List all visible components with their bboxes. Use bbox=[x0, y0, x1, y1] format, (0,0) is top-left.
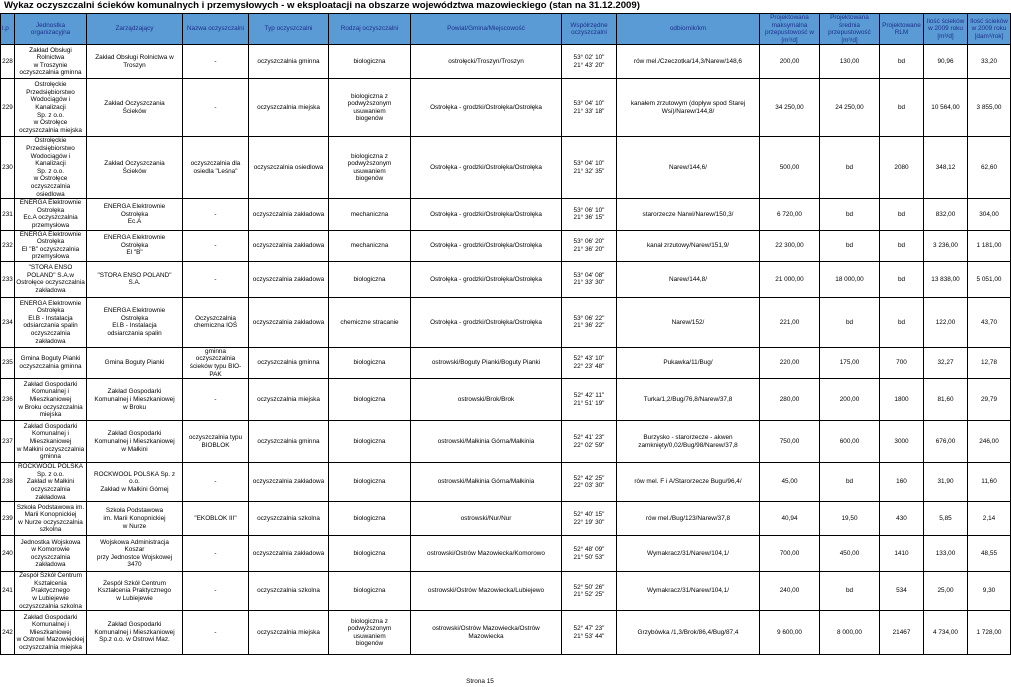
cell-nazwa: - bbox=[183, 379, 249, 421]
cell-lp: 235 bbox=[1, 347, 15, 378]
cell-typ: oczyszczalnia miejska bbox=[249, 379, 329, 421]
cell-wspolrzedne: 52° 50' 26" 21° 52' 25" bbox=[562, 572, 617, 611]
cell-lp: 239 bbox=[1, 502, 15, 536]
cell-odbiornik: Narew/152/ bbox=[617, 297, 760, 347]
cell-jednostka: Zakład Gospodarki Komunalnej i Mieszkaniowej w Broku oczyszczalnia miejska bbox=[15, 379, 87, 421]
plants-table bbox=[0, 13, 1011, 655]
cell-odbiornik: Burzysko - starorzecze - akwen zamknięty/0,02/Bug/98/Narew/37,8 bbox=[617, 421, 760, 463]
cell-jednostka: Szkoła Podstawowa im. Marii Konopnickiej w Nurze oczyszczalnia szkolna bbox=[15, 502, 87, 536]
table-row bbox=[1, 611, 1011, 655]
cell-rodzaj: biologiczna bbox=[329, 261, 411, 297]
table-row bbox=[1, 379, 1011, 421]
header-row bbox=[1, 14, 1011, 45]
cell-srednia: bd bbox=[820, 463, 880, 502]
cell-rodzaj: biologiczna bbox=[329, 421, 411, 463]
cell-sciekow-m3: 4 734,00 bbox=[924, 611, 968, 655]
cell-zarzadzajacy: Zakład Obsługi Rolnictwa w Troszyn bbox=[87, 45, 183, 79]
cell-jednostka: "STORA ENSO POLAND" S.A.w Ostrołęce oczyszczalnia zakładowa bbox=[15, 261, 87, 297]
cell-powiat: ostrowski/Nur/Nur bbox=[411, 502, 562, 536]
cell-lp: 229 bbox=[1, 79, 15, 137]
cell-rlm: 21467 bbox=[880, 611, 924, 655]
cell-powiat: ostrowski/Ostrów Mazowiecka/Ostrów Mazowiecka bbox=[411, 611, 562, 655]
cell-lp: 238 bbox=[1, 463, 15, 502]
cell-wspolrzedne: 52° 42' 11" 21° 51' 19" bbox=[562, 379, 617, 421]
cell-powiat: Ostrołęka - grodzki/Ostrołęka/Ostrołęka bbox=[411, 199, 562, 230]
cell-odbiornik: Pukawka/11/Bug/ bbox=[617, 347, 760, 378]
cell-typ: oczyszczalnia szkolna bbox=[249, 502, 329, 536]
cell-sciekow-dam3: 9,30 bbox=[968, 572, 1011, 611]
cell-rodzaj: biologiczna bbox=[329, 379, 411, 421]
cell-max: 21 000,00 bbox=[760, 261, 820, 297]
cell-srednia: 18 000,00 bbox=[820, 261, 880, 297]
cell-sciekow-m3: 832,00 bbox=[924, 199, 968, 230]
cell-powiat: ostrowski/Ostrów Mazowiecka/Komorowo bbox=[411, 536, 562, 572]
cell-zarzadzajacy: Zakład Oczyszczania Ścieków bbox=[87, 79, 183, 137]
col-sciekow-dam3: Ilość ścieków w 2009 roku [dam³/rok] bbox=[968, 14, 1011, 45]
cell-wspolrzedne: 53° 02' 10" 21° 43' 20" bbox=[562, 45, 617, 79]
cell-rodzaj: biologiczna z podwyższonym usuwaniem biogenów bbox=[329, 611, 411, 655]
cell-odbiornik: Turka/1,2/Bug/76,8/Narew/37,8 bbox=[617, 379, 760, 421]
cell-jednostka: ENERGA Elektrownie Ostrołęka El "B" oczyszczalnia przemysłowa bbox=[15, 230, 87, 261]
cell-nazwa: - bbox=[183, 199, 249, 230]
document-title: Wykaz oczyszczalni ścieków komunalnych i przemysłowych - w eksploatacji na obszarze województwa mazowieckiego (stan na 31.12.2009) bbox=[4, 0, 640, 11]
cell-wspolrzedne: 53° 04' 10" 21° 32' 35" bbox=[562, 137, 617, 199]
cell-nazwa: - bbox=[183, 572, 249, 611]
cell-rlm: bd bbox=[880, 297, 924, 347]
cell-odbiornik: rów mel./Czeczotka/14,3/Narew/148,6 bbox=[617, 45, 760, 79]
cell-sciekow-dam3: 5 051,00 bbox=[968, 261, 1011, 297]
cell-typ: oczyszczalnia miejska bbox=[249, 611, 329, 655]
cell-zarzadzajacy: Zakład Gospodarki Komunalnej i Mieszkaniowej Sp.z o.o. w Ostrowi Maz. bbox=[87, 611, 183, 655]
cell-sciekow-dam3: 1 181,00 bbox=[968, 230, 1011, 261]
cell-nazwa: oczyszczalnia typu BIOBLOK bbox=[183, 421, 249, 463]
cell-odbiornik: starorzecze Narwi/Narew/150,3/ bbox=[617, 199, 760, 230]
cell-nazwa: - bbox=[183, 45, 249, 79]
col-jednostka: Jednostka organizacyjna bbox=[15, 14, 87, 45]
cell-wspolrzedne: 52° 47' 23" 21° 53' 44" bbox=[562, 611, 617, 655]
cell-rodzaj: mechaniczna bbox=[329, 199, 411, 230]
table-row bbox=[1, 230, 1011, 261]
cell-nazwa: - bbox=[183, 536, 249, 572]
cell-rodzaj: biologiczna bbox=[329, 572, 411, 611]
cell-typ: oczyszczalnia gminna bbox=[249, 421, 329, 463]
page-number: Strona 15 bbox=[466, 678, 494, 685]
cell-powiat: Ostrołęka - grodzki/Ostrołęka/Ostrołęka bbox=[411, 261, 562, 297]
cell-srednia: bd bbox=[820, 297, 880, 347]
col-typ: Typ oczyszczalni bbox=[249, 14, 329, 45]
cell-nazwa: "EKOBLOK III" bbox=[183, 502, 249, 536]
cell-jednostka: Zakład Gospodarki Komunalnej i Mieszkaniowej w Małkini oczyszczalnia gminna bbox=[15, 421, 87, 463]
cell-nazwa: - bbox=[183, 463, 249, 502]
cell-jednostka: Ostrołęckie Przedsiębiorstwo Wodociągów i Kanalizacji Sp. z o.o. w Ostrołęce oczyszczalnia osiedlowa bbox=[15, 137, 87, 199]
table-row bbox=[1, 199, 1011, 230]
col-nazwa: Nazwa oczyszczalni bbox=[183, 14, 249, 45]
cell-lp: 236 bbox=[1, 379, 15, 421]
cell-wspolrzedne: 52° 42' 25" 22° 03' 30" bbox=[562, 463, 617, 502]
cell-powiat: Ostrołęka - grodzki/Ostrołęka/Ostrołęka bbox=[411, 297, 562, 347]
cell-powiat: ostrowski/Małkinia Górna/Małkinia bbox=[411, 463, 562, 502]
col-wspolrzedne: Współrzędne oczyszczalni bbox=[562, 14, 617, 45]
cell-lp: 234 bbox=[1, 297, 15, 347]
cell-srednia: 200,00 bbox=[820, 379, 880, 421]
cell-odbiornik: Narew/144,8/ bbox=[617, 261, 760, 297]
table-row bbox=[1, 261, 1011, 297]
cell-srednia: 19,50 bbox=[820, 502, 880, 536]
cell-sciekow-dam3: 3 855,00 bbox=[968, 79, 1011, 137]
cell-sciekow-m3: 133,00 bbox=[924, 536, 968, 572]
col-max: Projektowana maksymalna przepustowość w [m³/d] bbox=[760, 14, 820, 45]
table-row bbox=[1, 347, 1011, 378]
cell-sciekow-m3: 25,00 bbox=[924, 572, 968, 611]
cell-wspolrzedne: 53° 06' 10" 21° 36' 15" bbox=[562, 199, 617, 230]
cell-sciekow-m3: 5,85 bbox=[924, 502, 968, 536]
cell-sciekow-dam3: 304,00 bbox=[968, 199, 1011, 230]
cell-max: 280,00 bbox=[760, 379, 820, 421]
cell-odbiornik: kanałem zrzutowym (dopływ spod Starej Wsi)/Narew/144,8/ bbox=[617, 79, 760, 137]
cell-typ: oczyszczalnia szkolna bbox=[249, 572, 329, 611]
col-rlm: Projektowane RLM bbox=[880, 14, 924, 45]
cell-lp: 240 bbox=[1, 536, 15, 572]
cell-zarzadzajacy: Szkoła Podstawowa im. Marii Konopnickiej w Nurze bbox=[87, 502, 183, 536]
cell-wspolrzedne: 53° 04' 10" 21° 33' 18" bbox=[562, 79, 617, 137]
cell-jednostka: ENERGA Elektrownie Ostrołęka Ec.A oczyszczalnia przemysłowa bbox=[15, 199, 87, 230]
col-lp: l.p bbox=[1, 14, 15, 45]
cell-powiat: Ostrołęka - grodzki/Ostrołęka/Ostrołęka bbox=[411, 137, 562, 199]
cell-max: 34 250,00 bbox=[760, 79, 820, 137]
cell-sciekow-m3: 3 236,00 bbox=[924, 230, 968, 261]
table-row bbox=[1, 421, 1011, 463]
cell-sciekow-m3: 10 564,00 bbox=[924, 79, 968, 137]
table-row bbox=[1, 572, 1011, 611]
cell-rlm: 160 bbox=[880, 463, 924, 502]
cell-sciekow-dam3: 33,20 bbox=[968, 45, 1011, 79]
cell-max: 40,94 bbox=[760, 502, 820, 536]
cell-sciekow-m3: 13 838,00 bbox=[924, 261, 968, 297]
cell-nazwa: - bbox=[183, 79, 249, 137]
cell-zarzadzajacy: ENERGA Elektrownie Ostrołęka El.B - Instalacja odsiarczania spalin bbox=[87, 297, 183, 347]
cell-zarzadzajacy: ENERGA Elektrownie Ostrołęka El "B" bbox=[87, 230, 183, 261]
cell-lp: 241 bbox=[1, 572, 15, 611]
cell-rodzaj: mechaniczna bbox=[329, 230, 411, 261]
cell-rodzaj: biologiczna bbox=[329, 536, 411, 572]
col-zarzadzajacy: Zarządzający bbox=[87, 14, 183, 45]
cell-sciekow-m3: 676,00 bbox=[924, 421, 968, 463]
cell-max: 750,00 bbox=[760, 421, 820, 463]
cell-max: 700,00 bbox=[760, 536, 820, 572]
cell-rodzaj: biologiczna z podwyższonym usuwaniem biogenów bbox=[329, 79, 411, 137]
cell-sciekow-dam3: 29,79 bbox=[968, 379, 1011, 421]
cell-nazwa: Oczyszczalnia chemiczna IOŚ bbox=[183, 297, 249, 347]
cell-wspolrzedne: 53° 06' 22" 21° 36' 22" bbox=[562, 297, 617, 347]
cell-srednia: 130,00 bbox=[820, 45, 880, 79]
cell-max: 220,00 bbox=[760, 347, 820, 378]
cell-rlm: bd bbox=[880, 261, 924, 297]
cell-wspolrzedne: 53° 06' 20" 21° 36' 20" bbox=[562, 230, 617, 261]
col-rodzaj: Rodzaj oczyszczalni bbox=[329, 14, 411, 45]
cell-nazwa: - bbox=[183, 611, 249, 655]
cell-jednostka: Jednostka Wojskowa w Komorowie oczyszczalnia zakładowa bbox=[15, 536, 87, 572]
cell-lp: 231 bbox=[1, 199, 15, 230]
cell-typ: oczyszczalnia zakładowa bbox=[249, 297, 329, 347]
cell-sciekow-m3: 348,12 bbox=[924, 137, 968, 199]
cell-srednia: bd bbox=[820, 137, 880, 199]
cell-jednostka: Zakład Gospodarki Komunalnej i Mieszkaniowej w Ostrowi Mazowieckiej oczyszczalnia miejska bbox=[15, 611, 87, 655]
cell-typ: oczyszczalnia zakładowa bbox=[249, 230, 329, 261]
cell-wspolrzedne: 52° 48' 09" 21° 50' 53" bbox=[562, 536, 617, 572]
cell-sciekow-dam3: 11,60 bbox=[968, 463, 1011, 502]
table-row bbox=[1, 297, 1011, 347]
cell-sciekow-m3: 32,27 bbox=[924, 347, 968, 378]
cell-rodzaj: biologiczna z podwyższonym usuwaniem biogenów bbox=[329, 137, 411, 199]
cell-sciekow-dam3: 1 728,00 bbox=[968, 611, 1011, 655]
cell-jednostka: ENERGA Elektrownie Ostrołęka El.B - Instalacja odsiarczania spalin oczyszczalnia zakładowa bbox=[15, 297, 87, 347]
cell-jednostka: Zakład Obsługi Rolnictwa w Troszynie oczyszczalnia gminna bbox=[15, 45, 87, 79]
table-row bbox=[1, 463, 1011, 502]
cell-rlm: 430 bbox=[880, 502, 924, 536]
cell-wspolrzedne: 52° 40' 15" 22° 19' 30" bbox=[562, 502, 617, 536]
cell-zarzadzajacy: ROCKWOOL POLSKA Sp. z o.o. Zakład w Małkini Górnej bbox=[87, 463, 183, 502]
cell-powiat: ostrowski/Małkinia Górna/Małkinia bbox=[411, 421, 562, 463]
cell-nazwa: - bbox=[183, 261, 249, 297]
cell-sciekow-dam3: 12,78 bbox=[968, 347, 1011, 378]
cell-rlm: 1410 bbox=[880, 536, 924, 572]
cell-odbiornik: Wymakracz/31/Narew/104,1/ bbox=[617, 572, 760, 611]
cell-typ: oczyszczalnia zakładowa bbox=[249, 261, 329, 297]
cell-odbiornik: Grzybówka /1,3/Brok/86,4/Bug/87,4 bbox=[617, 611, 760, 655]
cell-srednia: 175,00 bbox=[820, 347, 880, 378]
cell-wspolrzedne: 52° 43' 10" 22° 23' 48" bbox=[562, 347, 617, 378]
cell-rlm: bd bbox=[880, 45, 924, 79]
cell-rlm: bd bbox=[880, 230, 924, 261]
cell-powiat: ostrołęcki/Troszyn/Troszyn bbox=[411, 45, 562, 79]
table-row bbox=[1, 502, 1011, 536]
cell-srednia: bd bbox=[820, 572, 880, 611]
cell-typ: oczyszczalnia zakładowa bbox=[249, 536, 329, 572]
cell-jednostka: Ostrołęckie Przedsiębiorstwo Wodociągów i Kanalizacji Sp. z o.o. w Ostrołęce oczyszczalnia miejska bbox=[15, 79, 87, 137]
cell-zarzadzajacy: Zakład Gospodarki Komunalnej i Mieszkaniowej w Małkini bbox=[87, 421, 183, 463]
cell-nazwa: gminna oczyszczalnia ścieków typu BIO- PAK bbox=[183, 347, 249, 378]
cell-rodzaj: biologiczna bbox=[329, 347, 411, 378]
table-row bbox=[1, 536, 1011, 572]
cell-rlm: 534 bbox=[880, 572, 924, 611]
cell-srednia: 600,00 bbox=[820, 421, 880, 463]
cell-sciekow-dam3: 2,14 bbox=[968, 502, 1011, 536]
cell-lp: 228 bbox=[1, 45, 15, 79]
cell-sciekow-m3: 31,90 bbox=[924, 463, 968, 502]
cell-wspolrzedne: 52° 41' 23" 22° 02' 59" bbox=[562, 421, 617, 463]
cell-typ: oczyszczalnia zakładowa bbox=[249, 463, 329, 502]
cell-jednostka: Zespół Szkół Centrum Kształcenia Praktycznego w Lubiejewie oczyszczalnia szkolna bbox=[15, 572, 87, 611]
cell-rodzaj: chemiczne stracanie bbox=[329, 297, 411, 347]
cell-sciekow-m3: 122,00 bbox=[924, 297, 968, 347]
cell-powiat: ostrowski/Boguty Pianki/Boguty Pianki bbox=[411, 347, 562, 378]
cell-max: 6 720,00 bbox=[760, 199, 820, 230]
cell-sciekow-dam3: 246,00 bbox=[968, 421, 1011, 463]
cell-nazwa: - bbox=[183, 230, 249, 261]
cell-zarzadzajacy: ENERGA Elektrownie Ostrołęka Ec.A bbox=[87, 199, 183, 230]
col-srednia: Projektowana średnia przepustowość [m³/d] bbox=[820, 14, 880, 45]
cell-sciekow-dam3: 48,55 bbox=[968, 536, 1011, 572]
cell-srednia: bd bbox=[820, 199, 880, 230]
cell-odbiornik: Narew/144,6/ bbox=[617, 137, 760, 199]
cell-lp: 233 bbox=[1, 261, 15, 297]
cell-rodzaj: biologiczna bbox=[329, 463, 411, 502]
cell-rlm: 1800 bbox=[880, 379, 924, 421]
cell-lp: 242 bbox=[1, 611, 15, 655]
table-row bbox=[1, 45, 1011, 79]
cell-zarzadzajacy: Zakład Gospodarki Komunalnej i Mieszkaniowej w Broku bbox=[87, 379, 183, 421]
cell-odbiornik: Wymakracz/31/Narew/104,1/ bbox=[617, 536, 760, 572]
cell-powiat: ostrowski/Brok/Brok bbox=[411, 379, 562, 421]
cell-powiat: Ostrołęka - grodzki/Ostrołęka/Ostrołęka bbox=[411, 79, 562, 137]
cell-sciekow-m3: 81,60 bbox=[924, 379, 968, 421]
table-row bbox=[1, 137, 1011, 199]
cell-zarzadzajacy: Zakład Oczyszczania Ścieków bbox=[87, 137, 183, 199]
cell-srednia: 450,00 bbox=[820, 536, 880, 572]
cell-typ: oczyszczalnia gminna bbox=[249, 347, 329, 378]
cell-zarzadzajacy: Zespół Szkół Centrum Kształcenia Praktycznego w Lubiejewie bbox=[87, 572, 183, 611]
cell-rlm: 3000 bbox=[880, 421, 924, 463]
cell-max: 240,00 bbox=[760, 572, 820, 611]
cell-powiat: ostrowski/Ostrów Mazowiecka/Lubiejewo bbox=[411, 572, 562, 611]
cell-typ: oczyszczalnia gminna bbox=[249, 45, 329, 79]
cell-max: 22 300,00 bbox=[760, 230, 820, 261]
cell-rlm: bd bbox=[880, 79, 924, 137]
cell-zarzadzajacy: Wojskowa Administracja Koszar przy Jednostce Wojskowej 3470 bbox=[87, 536, 183, 572]
col-sciekow-m3: Ilość ścieków w 2009 roku [m³/d] bbox=[924, 14, 968, 45]
cell-powiat: Ostrołęka - grodzki/Ostrołęka/Ostrołęka bbox=[411, 230, 562, 261]
cell-max: 9 600,00 bbox=[760, 611, 820, 655]
col-odbiornik: odbiornik/km bbox=[617, 14, 760, 45]
cell-rodzaj: biologiczna bbox=[329, 45, 411, 79]
cell-sciekow-dam3: 43,70 bbox=[968, 297, 1011, 347]
cell-rodzaj: biologiczna bbox=[329, 502, 411, 536]
cell-zarzadzajacy: Gmina Boguty Pianki bbox=[87, 347, 183, 378]
col-powiat: Powiat/Gmina/Miejscowość bbox=[411, 14, 562, 45]
cell-rlm: 700 bbox=[880, 347, 924, 378]
cell-max: 45,00 bbox=[760, 463, 820, 502]
cell-wspolrzedne: 53° 04' 08" 21° 33' 30" bbox=[562, 261, 617, 297]
cell-odbiornik: rów mel./Bug/123/Narew/37,8 bbox=[617, 502, 760, 536]
cell-max: 221,00 bbox=[760, 297, 820, 347]
cell-typ: oczyszczalnia zakładowa bbox=[249, 199, 329, 230]
cell-rlm: bd bbox=[880, 199, 924, 230]
cell-srednia: 8 000,00 bbox=[820, 611, 880, 655]
cell-jednostka: ROCKWOOL POLSKA Sp. z o.o. Zakład w Małkini oczyszczalnia zakładowa bbox=[15, 463, 87, 502]
cell-rlm: 2080 bbox=[880, 137, 924, 199]
cell-sciekow-m3: 90,96 bbox=[924, 45, 968, 79]
cell-srednia: bd bbox=[820, 230, 880, 261]
cell-srednia: 24 250,00 bbox=[820, 79, 880, 137]
cell-lp: 237 bbox=[1, 421, 15, 463]
cell-lp: 232 bbox=[1, 230, 15, 261]
cell-odbiornik: kanał zrzutowy/Narew/151,9/ bbox=[617, 230, 760, 261]
cell-nazwa: oczyszczalnia dla osiedla "Leśna" bbox=[183, 137, 249, 199]
cell-lp: 230 bbox=[1, 137, 15, 199]
cell-typ: oczyszczalnia osiedlowa bbox=[249, 137, 329, 199]
cell-max: 500,00 bbox=[760, 137, 820, 199]
cell-odbiornik: rów mel. F i A/Starorzecze Bugu/96,4/ bbox=[617, 463, 760, 502]
cell-typ: oczyszczalnia miejska bbox=[249, 79, 329, 137]
cell-zarzadzajacy: "STORA ENSO POLAND" S.A. bbox=[87, 261, 183, 297]
table-row bbox=[1, 79, 1011, 137]
cell-jednostka: Gmina Boguty Pianki oczyszczalnia gminna bbox=[15, 347, 87, 378]
cell-sciekow-dam3: 62,60 bbox=[968, 137, 1011, 199]
cell-max: 200,00 bbox=[760, 45, 820, 79]
